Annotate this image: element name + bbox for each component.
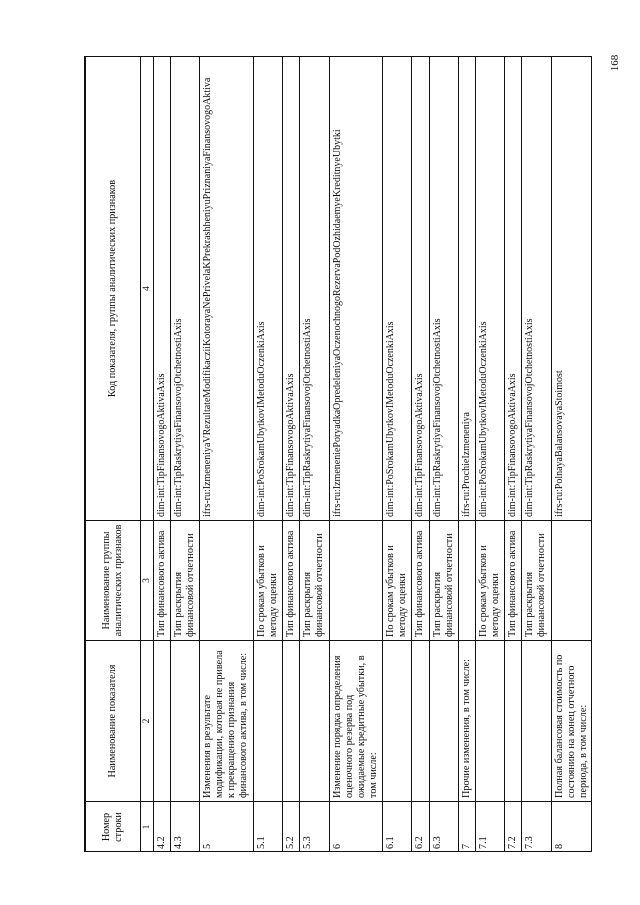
column-number: 3 xyxy=(141,521,154,641)
table-row xyxy=(505,57,522,853)
indicator-name-cell xyxy=(283,641,300,802)
indicator-name-cell xyxy=(154,641,171,802)
group-name-cell xyxy=(329,521,382,641)
header-row-number: Номер строки xyxy=(86,802,141,853)
indicator-name-cell xyxy=(300,641,329,802)
table-header-row xyxy=(86,57,141,853)
indicator-name-cell xyxy=(505,641,522,802)
group-name-cell: Тип раскрытия финансовой отчетности xyxy=(300,521,329,641)
indicator-name-cell xyxy=(171,641,200,802)
code-cell: ifrs-ru:IzmeneniyaVRezultateModifikacziiKotorayaNePrivelaKPrekrashheniyuPriznaniyaFinansovogoAktiva xyxy=(200,57,253,521)
indicator-name-cell xyxy=(429,641,458,802)
table-row xyxy=(283,57,300,853)
table-row xyxy=(171,57,200,853)
code-cell: dim-int:TipFinansovogoAktivaAxis xyxy=(154,57,171,521)
row-number-cell: 7 xyxy=(458,802,475,853)
row-number-cell: 4.2 xyxy=(154,802,171,853)
row-number-cell: 6.3 xyxy=(429,802,458,853)
group-name-cell: Тип финансового актива xyxy=(154,521,171,641)
code-cell: dim-int:PoSrokamUbytkovIMetoduOczenkiAxis xyxy=(253,57,282,521)
indicator-name-cell: Прочие изменения, в том числе: xyxy=(458,641,475,802)
indicator-name-cell xyxy=(412,641,429,802)
row-number-cell: 5 xyxy=(200,802,253,853)
table-body xyxy=(154,57,593,853)
indicator-name-cell xyxy=(253,641,282,802)
header-group-name: Наименование группы аналитических признаков xyxy=(86,521,141,641)
group-name-cell: По срокам убытков и методу оценки xyxy=(475,521,504,641)
table-row xyxy=(475,57,504,853)
indicator-name-cell: Изменения в результате модификации, которая не привела к прекращению признания финансового актива, в том числе: xyxy=(200,641,253,802)
row-number-cell: 5.2 xyxy=(283,802,300,853)
table-row xyxy=(200,57,253,853)
row-number-cell: 5.3 xyxy=(300,802,329,853)
rotated-table-container xyxy=(85,57,592,852)
group-name-cell: Тип финансового актива xyxy=(283,521,300,641)
column-number: 2 xyxy=(141,641,154,802)
indicator-name-cell: Изменение порядка определения оценочного резерва под ожидаемые кредитные убытки, в том числе: xyxy=(329,641,382,802)
header-code: Код показателя, группы аналитических признаков xyxy=(86,57,141,521)
table-row xyxy=(429,57,458,853)
code-cell: dim-int:TipRaskrytiyaFinansovojOtchetnostiAxis xyxy=(429,57,458,521)
group-name-cell: Тип финансового актива xyxy=(505,521,522,641)
row-number-cell: 8 xyxy=(551,802,592,853)
code-cell: dim-int:TipRaskrytiyaFinansovojOtchetnostiAxis xyxy=(522,57,551,521)
row-number-cell: 7.3 xyxy=(522,802,551,853)
column-number: 4 xyxy=(141,57,154,521)
group-name-cell: По срокам убытков и методу оценки xyxy=(383,521,412,641)
header-indicator-name: Наименование показателя xyxy=(86,641,141,802)
row-number-cell: 7.1 xyxy=(475,802,504,853)
group-name-cell xyxy=(458,521,475,641)
row-number-cell: 6.2 xyxy=(412,802,429,853)
group-name-cell xyxy=(200,521,253,641)
indicator-name-cell xyxy=(475,641,504,802)
code-cell: dim-int:TipRaskrytiyaFinansovojOtchetnostiAxis xyxy=(171,57,200,521)
code-cell: dim-int:TipFinansovogoAktivaAxis xyxy=(283,57,300,521)
table-row xyxy=(551,57,592,853)
group-name-cell: Тип раскрытия финансовой отчетности xyxy=(429,521,458,641)
code-cell: dim-int:PoSrokamUbytkovIMetoduOczenkiAxis xyxy=(383,57,412,521)
table-row xyxy=(522,57,551,853)
column-number-row xyxy=(141,57,154,853)
row-number-cell: 6.1 xyxy=(383,802,412,853)
indicator-name-cell: Полная балансовая стоимость по состоянию на конец отчетного периода, в том числе: xyxy=(551,641,592,802)
group-name-cell: Тип раскрытия финансовой отчетности xyxy=(171,521,200,641)
group-name-cell: Тип финансового актива xyxy=(412,521,429,641)
table-row xyxy=(383,57,412,853)
row-number-cell: 4.3 xyxy=(171,802,200,853)
group-name-cell: Тип раскрытия финансовой отчетности xyxy=(522,521,551,641)
row-number-cell: 7.2 xyxy=(505,802,522,853)
table-row xyxy=(412,57,429,853)
table-row xyxy=(458,57,475,853)
code-cell: dim-int:TipFinansovogoAktivaAxis xyxy=(412,57,429,521)
table-row xyxy=(300,57,329,853)
table-row xyxy=(154,57,171,853)
row-number-cell: 6 xyxy=(329,802,382,853)
group-name-cell xyxy=(551,521,592,641)
code-cell: dim-int:TipFinansovogoAktivaAxis xyxy=(505,57,522,521)
column-number: 1 xyxy=(141,802,154,853)
indicator-table xyxy=(85,56,592,852)
code-cell: ifrs-ru:PolnayaBalansovayaStoimost xyxy=(551,57,592,521)
code-cell: ifrs-ru:ProchieIzmeneniya xyxy=(458,57,475,521)
page-number: 168 xyxy=(609,54,621,72)
code-cell: dim-int:PoSrokamUbytkovIMetoduOczenkiAxis xyxy=(475,57,504,521)
code-cell: ifrs-ru:IzmeneniePoryadkaOpredeleniyaOczenochnogoRezervaPodOzhidaemyeKreditnyeUbytki xyxy=(329,57,382,521)
row-number-cell: 5.1 xyxy=(253,802,282,853)
group-name-cell: По срокам убытков и методу оценки xyxy=(253,521,282,641)
indicator-name-cell xyxy=(383,641,412,802)
indicator-name-cell xyxy=(522,641,551,802)
document-table-frame xyxy=(84,56,592,852)
table-row xyxy=(329,57,382,853)
table-row xyxy=(253,57,282,853)
code-cell: dim-int:TipRaskrytiyaFinansovojOtchetnostiAxis xyxy=(300,57,329,521)
